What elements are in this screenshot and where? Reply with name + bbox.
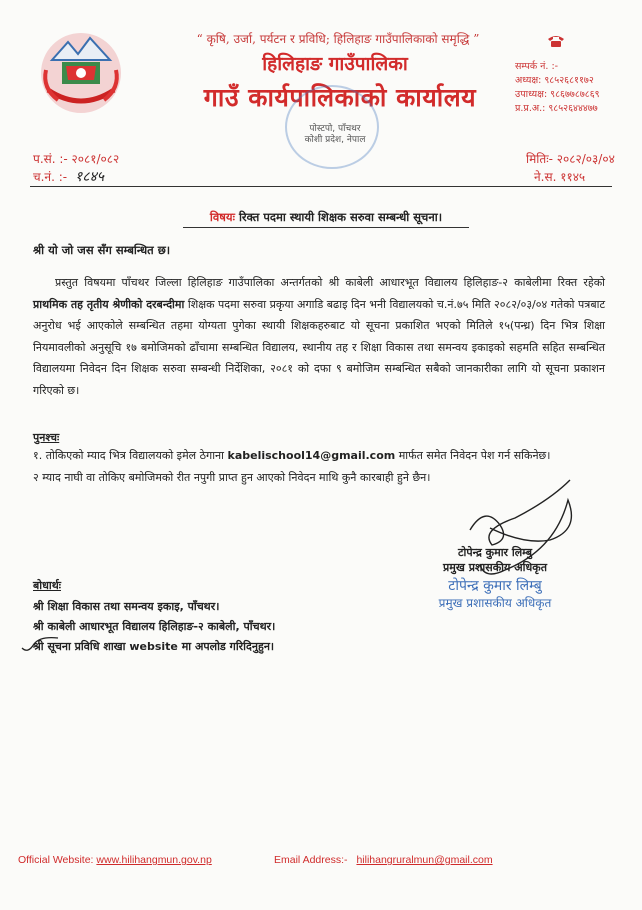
postscript-heading: पुनश्चः: [33, 431, 60, 444]
body-bold: प्राथमिक तह तृतीय श्रेणीको दरबन्दीमा: [33, 297, 185, 311]
dispatch-number-label: च.नं. :-: [33, 170, 68, 184]
cc-item: श्री काबेली आधारभूत विद्यालय हिलिहाङ-२ काबेली, पाँचथर।: [33, 620, 276, 633]
reference-number: प.सं. :- २०८१/०८२: [33, 152, 120, 166]
cc-item: श्री शिक्षा विकास तथा समन्वय इकाइ, पाँचथर।: [33, 600, 220, 613]
reference-block: [33, 150, 119, 186]
subject-line: [178, 210, 474, 225]
signatory-block: [420, 545, 570, 575]
telephone-icon: [546, 34, 566, 48]
contact-cao: प्र.प्र.अ.: ९८५२६४४४७७: [515, 103, 598, 114]
signatory-name: टोपेन्द्र कुमार लिम्बु: [457, 546, 533, 559]
website-link[interactable]: www.hilihangmun.gov.np: [96, 854, 212, 866]
contact-block: [515, 60, 600, 116]
date-block: [526, 150, 615, 186]
footer-email: [274, 854, 493, 866]
motto: “ कृषि, उर्जा, पर्यटन र प्रविधि; हिलिहाङ गाउँपालिकाको समृद्धि ”: [196, 32, 480, 46]
signatory-title: प्रमुख प्रशासकीय अधिकृत: [443, 561, 547, 574]
seal-title: प्रमुख प्रशासकीय अधिकृत: [438, 596, 552, 610]
address-line-1: पोस्टपो, पाँचथर: [309, 124, 361, 134]
footer-website: [18, 854, 212, 866]
office-address: [290, 124, 380, 146]
contact-chair: अध्यक्ष: ९८५२६८११७२: [515, 75, 594, 86]
letter-date: मितिः- २०८२/०३/०४: [526, 152, 615, 166]
website-label: Official Website:: [18, 854, 94, 866]
note-1-text-b: मार्फत समेत निवेदन पेश गर्न सकिनेछ।: [395, 449, 551, 462]
school-email: kabelischool14@gmail.com: [227, 449, 396, 462]
contact-vice-chair: उपाध्यक्ष: ९८६७७८७८६९: [515, 89, 600, 100]
body-part-2: शिक्षक पदमा सरुवा प्रकृया अगाडि बढाइ दिन भनी विद्यालयको च.नं.७५ मिति २०८२/०३/०४ गतेको पत्रबाट अनुरोध भई आएकोले सम्बन्धित तहमा योग्यता पुगेका स्थायी शिक्षकहरुबाट यो सूचना प्रकाशित भएको मितिले १५(पन्ध्र) दिन भित्र शिक्षा नियमावलीको अनुसूचि १७ बमोजिमको ढाँचामा सम्बन्धित विद्यालय, स्थानीय तह र शिक्षा विकास तथा समन्वय इकाइको सहमति सहित सम्बन्धित विद्यालयमा निवेदन दिन शिक्षक सरुवा सम्बन्धी निर्देशिका, २०८१ को दफा ९ बमोजिम सम्बन्धित सबैको जानकारीका लागि यो सूचना प्रकाशन गरिएको छ।: [33, 297, 606, 397]
subject-label: विषयः: [209, 210, 235, 224]
office-name: गाउँ कार्यपालिकाको कार्यालय: [203, 83, 477, 112]
email-label: Email Address:-: [274, 854, 348, 866]
nepal-emblem-logo: [38, 30, 124, 116]
postscript-note-1: [33, 448, 550, 463]
email-link[interactable]: hilihangruralmun@gmail.com: [356, 854, 493, 866]
dispatch-number-handwritten: १८४५: [74, 169, 105, 185]
body-part-1: प्रस्तुत विषयमा पाँचथर जिल्ला हिलिहाङ गाउँपालिका अन्तर्गतको श्री काबेली आधारभूत विद्यालय हिलिहाङ-२ काबेलीमा रिक्त रहेको: [55, 276, 605, 289]
contact-title: सम्पर्क नं. :-: [515, 61, 559, 72]
nepal-samvat: ने.स. ११४५: [534, 170, 586, 184]
dispatch-number-row: [33, 168, 119, 186]
address-line-2: कोशी प्रदेश, नेपाल: [304, 135, 366, 145]
header-divider: [30, 186, 612, 187]
seal-name: टोपेन्द्र कुमार लिम्बु: [448, 578, 542, 594]
subject-underline: [183, 227, 469, 228]
municipality-name: हिलिहाङ गाउँपालिका: [262, 53, 408, 75]
subject-text: रिक्त पदमा स्थायी शिक्षक सरुवा सम्बन्धी सूचना।: [238, 210, 443, 224]
cc-item: श्री सूचना प्रविधि शाखा website मा अपलोड गरिदिनुहुन।: [33, 640, 275, 653]
name-seal: [414, 578, 576, 620]
cc-heading: बोधार्थः: [33, 579, 61, 592]
body-paragraph: [33, 272, 605, 401]
handwritten-check-mark: [20, 632, 60, 656]
salutation: श्री यो जो जस सँग सम्बन्धित छ।: [33, 243, 171, 257]
note-1-text-a: १. तोकिएको म्याद भित्र विद्यालयको इमेल ठेगाना: [33, 449, 228, 462]
postscript-note-2: २ म्याद नाघी वा तोकिए बमोजिमको रीत नपुगी प्राप्त हुन आएको निवेदन माथि कुनै कारबाही हुने छैन।: [33, 471, 431, 484]
